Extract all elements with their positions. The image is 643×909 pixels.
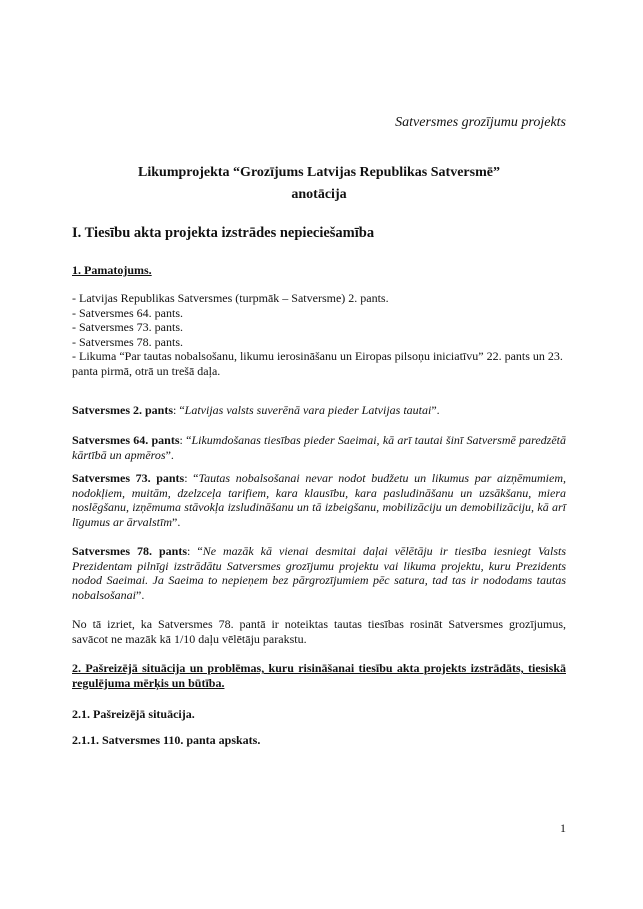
article-text: Tautas nobalsošanai nevar nodot budžetu un likumus par aizņēmumiem, nodokļiem, muitām, dzelzceļa tarifiem, kara klausību, kara pasludināšanu un uzsākšanu, miera noslēgšanu, izņēmuma stāvokļa izsludināšanu un tā izbeigšanu, mobilizāciju un demobilizāciju, kā arī līgumus ar ārvalstīm <box>72 471 566 529</box>
page-number: 1 <box>560 821 566 835</box>
article-73: Satversmes 73. pants: “Tautas nobalsošanai nevar nodot budžetu un likumus par aizņēmumiem, nodokļiem, muitām, dzelzceļa tarifiem, kara klausību, kara pasludināšanu un uzsākšanu, miera noslēgšanu, izņēmuma stāvokļa izsludināšanu un tā izbeigšanu, mobilizāciju un demobilizāciju, kā arī līgumus ar ārvalstīm”. <box>72 471 566 529</box>
article-text: Likumdošanas tiesības pieder Saeimai, kā arī tautai šinī Satversmē paredzētā kārtībā un apmēros <box>72 433 566 462</box>
list-item: - Satversmes 73. pants. <box>72 320 183 334</box>
conclusion-paragraph: No tā izriet, ka Satversmes 78. pantā ir noteiktas tautas tiesības rosināt Satversmes grozījumus, savācot ne mazāk kā 1/10 daļu vēlētāju parakstu. <box>72 617 566 646</box>
document-title <box>72 162 566 206</box>
article-text: Latvijas valsts suverēnā vara pieder Latvijas tautai <box>184 403 432 417</box>
header-label: Satversmes grozījumu projekts <box>395 115 566 130</box>
section-heading: I. Tiesību akta projekta izstrādes nepieciešamība <box>72 225 375 241</box>
title-line-2: anotācija <box>291 187 347 202</box>
title-line-1: Likumprojekta “Grozījums Latvijas Republikas Satversmē” <box>138 165 500 180</box>
list-item: - Satversmes 78. pants. <box>72 334 183 349</box>
article-label: Satversmes 2. pants <box>72 403 173 417</box>
subheading-2-1: 2.1. Pašreizējā situācija. <box>72 707 195 721</box>
subheading-situation: 2. Pašreizējā situācija un problēmas, kuru risināšanai tiesību akta projekts izstrādāts, tiesiskā regulējuma mērķis un būtība. <box>72 661 566 690</box>
subheading-2-1-1: 2.1.1. Satversmes 110. panta apskats. <box>72 733 261 747</box>
article-text: Ne mazāk kā vienai desmitai daļai vēlētāju ir tiesība iesniegt Valsts Prezidentam pilnīgi izstrādātu Satversmes grozījumu projektu vai likuma projektu, kuru Prezidents nodod Saeimai. Ja Saeima to nepieņem bez pārgrozījumiem pēc satura, tad tas ir nododams tautas nobalsošanai <box>72 544 566 602</box>
subheading-pamatojums: 1. Pamatojums. <box>72 263 152 277</box>
list-item: - Likuma “Par tautas nobalsošanu, likumu ierosināšanu un Eiropas pilsoņu iniciatīvu” 22. pants un 23. panta pirmā, otrā un trešā daļa. <box>72 349 563 378</box>
article-78: Satversmes 78. pants: “Ne mazāk kā vienai desmitai daļai vēlētāju ir tiesība iesniegt Valsts Prezidentam pilnīgi izstrādātu Satversmes grozījumu projektu vai likuma projektu, kuru Prezidents nodod Saeimai. Ja Saeima to nepieņem bez pārgrozījumiem pēc satura, tad tas ir nododams tautas nobalsošanai”. <box>72 544 566 602</box>
list-item: - Latvijas Republikas Satversmes (turpmāk – Satversme) 2. pants. <box>72 291 389 305</box>
article-label: Satversmes 73. pants <box>72 471 185 485</box>
article-label: Satversmes 78. pants <box>72 544 188 558</box>
article-2: Satversmes 2. pants: “Latvijas valsts suverēnā vara pieder Latvijas tautai”. <box>72 403 440 417</box>
list-item: - Satversmes 64. pants. <box>72 305 183 320</box>
article-label: Satversmes 64. pants <box>72 433 180 447</box>
article-64: Satversmes 64. pants: “Likumdošanas tiesības pieder Saeimai, kā arī tautai šinī Satversmē paredzētā kārtībā un apmēros”. <box>72 433 566 462</box>
basis-list <box>72 291 566 378</box>
